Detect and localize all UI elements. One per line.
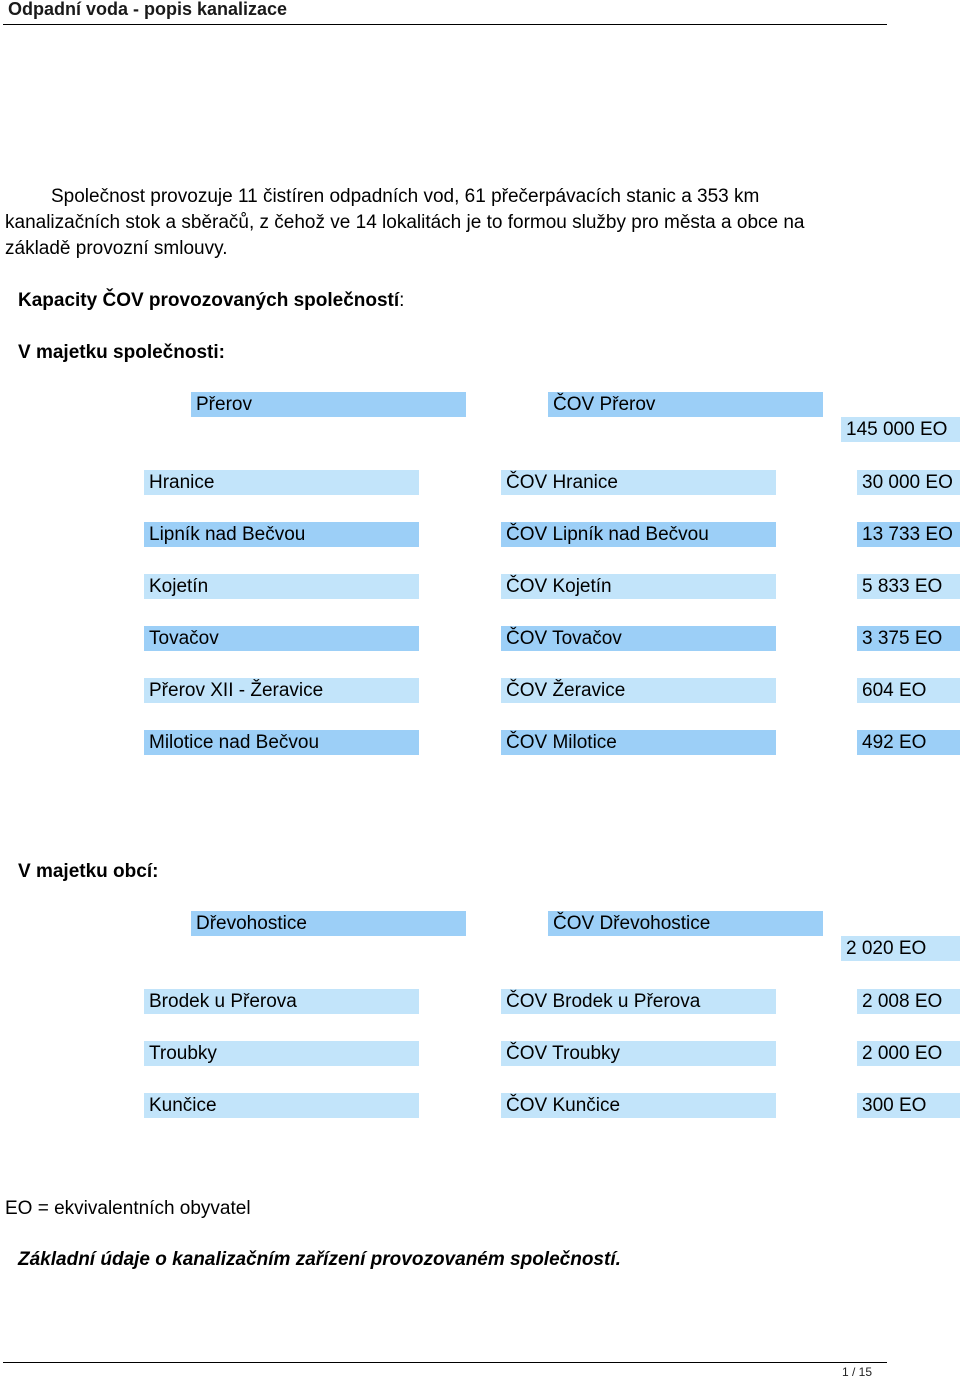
header-divider: [3, 24, 887, 25]
company-row-capacity: 5 833 EO: [857, 574, 960, 599]
municipal-main-location: Dřevohostice: [191, 911, 466, 936]
company-main-plant: ČOV Přerov: [548, 392, 823, 417]
company-row-capacity: 13 733 EO: [857, 522, 960, 547]
capacity-heading-text: Kapacity ČOV provozovaných společností: [18, 290, 400, 311]
municipal-row-location: Troubky: [144, 1041, 419, 1066]
municipal-row-capacity: 300 EO: [857, 1093, 960, 1118]
municipal-row-capacity: 2 000 EO: [857, 1041, 960, 1066]
municipal-main-capacity: 2 020 EO: [841, 936, 960, 961]
company-main-capacity: 145 000 EO: [841, 417, 960, 442]
municipal-main-plant: ČOV Dřevohostice: [548, 911, 823, 936]
municipal-row-plant: ČOV Troubky: [501, 1041, 776, 1066]
page-header-title: Odpadní voda - popis kanalizace: [8, 0, 288, 19]
municipal-row-plant: ČOV Kunčice: [501, 1093, 776, 1118]
municipal-row-capacity: 2 008 EO: [857, 989, 960, 1014]
company-row-capacity: 604 EO: [857, 678, 960, 703]
company-section-heading: V majetku společnosti:: [18, 342, 225, 363]
company-row-capacity: 3 375 EO: [857, 626, 960, 651]
company-row-location: Přerov XII - Žeravice: [144, 678, 419, 703]
eo-note: EO = ekvivalentních obyvatel: [5, 1198, 251, 1219]
municipal-row-location: Brodek u Přerova: [144, 989, 419, 1014]
municipal-row-location: Kunčice: [144, 1093, 419, 1118]
page-number: 1 / 15: [842, 1365, 873, 1379]
municipal-row-plant: ČOV Brodek u Přerova: [501, 989, 776, 1014]
company-row-location: Milotice nad Bečvou: [144, 730, 419, 755]
intro-line-1: Společnost provozuje 11 čistíren odpadních vod, 61 přečerpávacích stanic a 353 km: [51, 186, 760, 207]
company-row-location: Kojetín: [144, 574, 419, 599]
company-row-plant: ČOV Lipník nad Bečvou: [501, 522, 776, 547]
company-row-plant: ČOV Hranice: [501, 470, 776, 495]
company-row-capacity: 30 000 EO: [857, 470, 960, 495]
footer-divider: [3, 1362, 887, 1363]
capacity-heading-colon: :: [399, 290, 405, 311]
intro-line-3: základě provozní smlouvy.: [5, 238, 228, 259]
company-row-location: Lipník nad Bečvou: [144, 522, 419, 547]
company-row-plant: ČOV Kojetín: [501, 574, 776, 599]
company-row-location: Hranice: [144, 470, 419, 495]
municipal-section-heading: V majetku obcí:: [18, 861, 159, 882]
capacity-heading: [18, 290, 404, 312]
company-main-location: Přerov: [191, 392, 466, 417]
company-row-plant: ČOV Milotice: [501, 730, 776, 755]
company-row-plant: ČOV Žeravice: [501, 678, 776, 703]
intro-paragraph: [5, 184, 905, 262]
section-heading-basic-data: Základní údaje o kanalizačním zařízení provozovaném společností.: [18, 1249, 621, 1270]
company-row-plant: ČOV Tovačov: [501, 626, 776, 651]
intro-line-2: kanalizačních stok a sběračů, z čehož ve 14 lokalitách je to formou služby pro města a obce na: [5, 212, 805, 233]
company-row-location: Tovačov: [144, 626, 419, 651]
company-row-capacity: 492 EO: [857, 730, 960, 755]
